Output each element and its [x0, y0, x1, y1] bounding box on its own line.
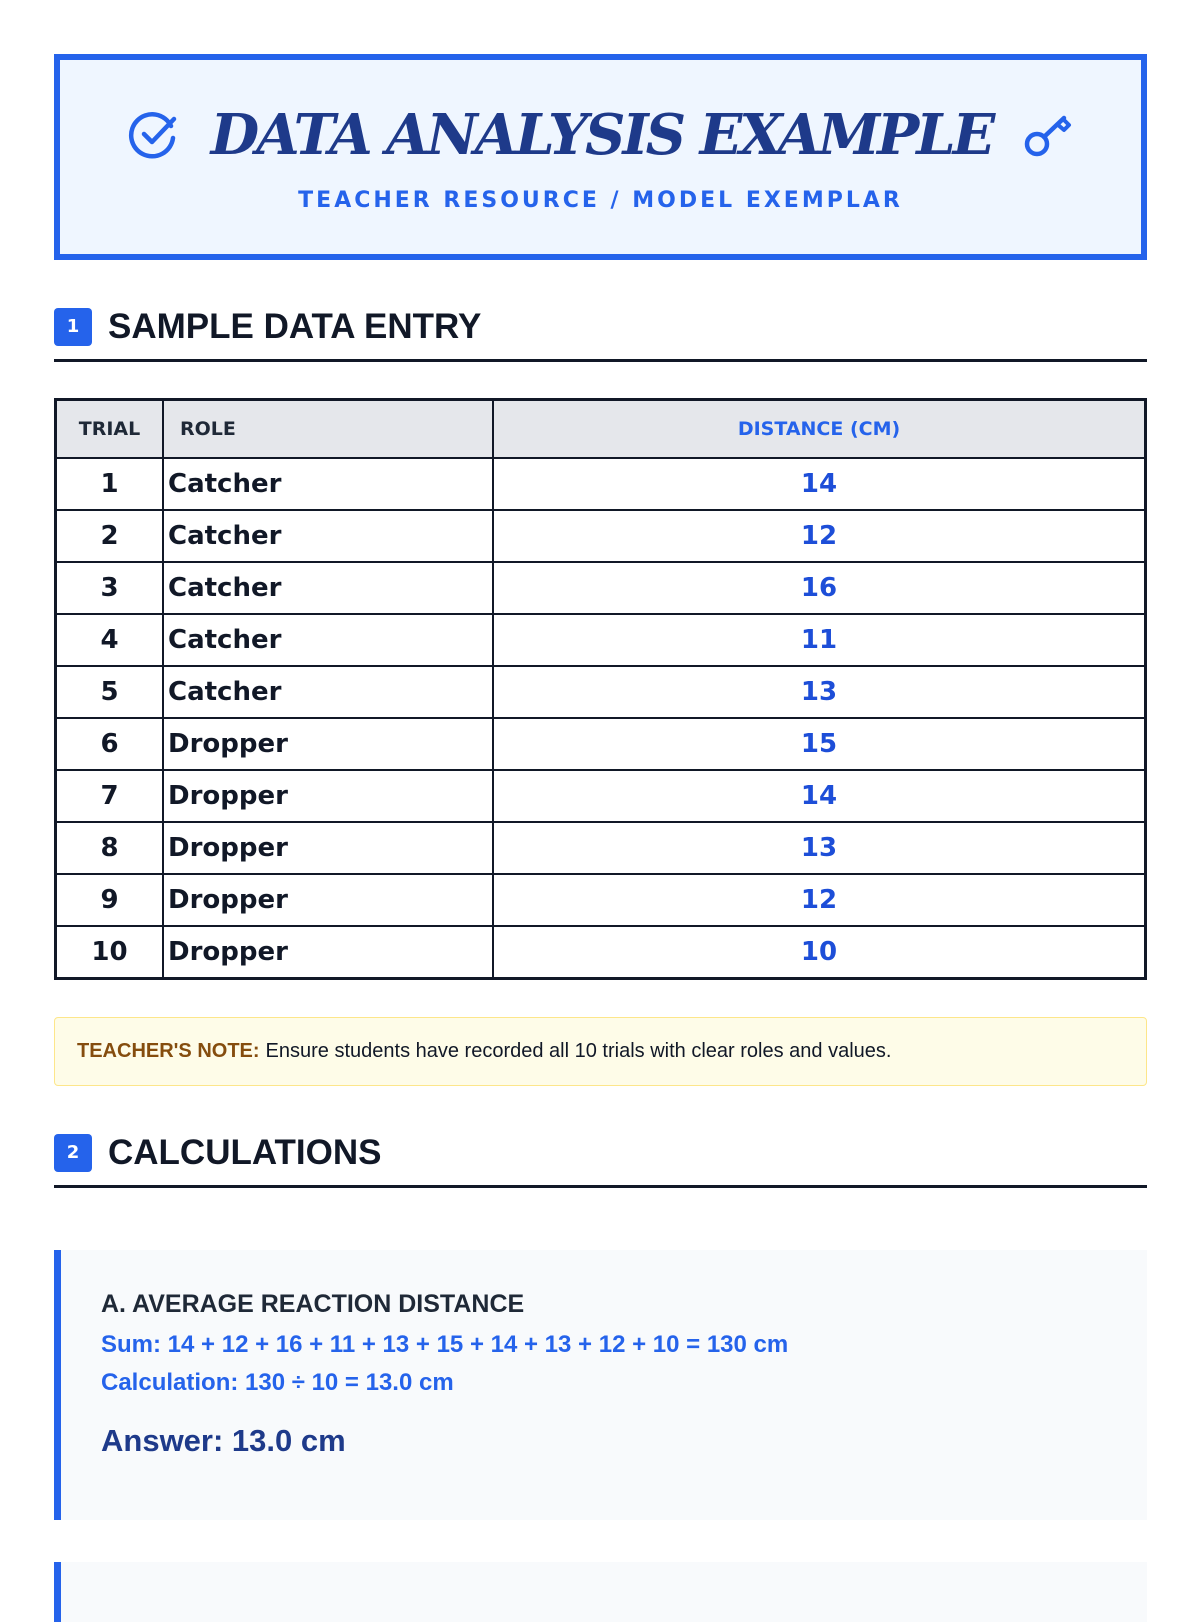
distance-cell: 16	[493, 562, 1146, 614]
trial-cell: 7	[56, 770, 164, 822]
distance-cell: 15	[493, 718, 1146, 770]
trial-cell: 10	[56, 926, 164, 979]
teacher-note-label: TEACHER'S NOTE:	[77, 1040, 260, 1062]
distance-cell: 12	[493, 510, 1146, 562]
section-heading-calculations	[54, 1126, 1147, 1188]
calculation-title: A. AVERAGE REACTION DISTANCE	[101, 1290, 525, 1318]
role-cell: Dropper	[163, 770, 493, 822]
table-row	[56, 874, 1146, 926]
distance-cell: 14	[493, 770, 1146, 822]
calculation-card-next	[54, 1562, 1147, 1622]
distance-cell: 13	[493, 822, 1146, 874]
role-cell: Dropper	[163, 874, 493, 926]
section-number-badge: 2	[54, 1134, 92, 1172]
calculation-answer: Answer: 13.0 cm	[101, 1423, 346, 1458]
data-table	[54, 398, 1147, 980]
section-heading-data-entry	[54, 300, 1147, 362]
section-title: CALCULATIONS	[108, 1132, 382, 1172]
table-row	[56, 926, 1146, 979]
role-cell: Catcher	[163, 562, 493, 614]
distance-cell: 12	[493, 874, 1146, 926]
trial-cell: 3	[56, 562, 164, 614]
section-number-badge: 1	[54, 308, 92, 346]
column-header-role: ROLE	[163, 400, 493, 459]
calculation-card-average	[54, 1250, 1147, 1520]
key-icon	[1022, 109, 1074, 161]
column-header-trial: TRIAL	[56, 400, 164, 459]
table-row	[56, 718, 1146, 770]
table-row	[56, 770, 1146, 822]
calculation-division: Calculation: 130 ÷ 10 = 13.0 cm	[101, 1369, 454, 1396]
role-cell: Dropper	[163, 822, 493, 874]
section-title: SAMPLE DATA ENTRY	[108, 306, 482, 346]
role-cell: Catcher	[163, 614, 493, 666]
trial-cell: 1	[56, 458, 164, 510]
trial-cell: 8	[56, 822, 164, 874]
teacher-note-text: Ensure students have recorded all 10 trials with clear roles and values.	[265, 1040, 892, 1062]
distance-cell: 11	[493, 614, 1146, 666]
distance-cell: 10	[493, 926, 1146, 979]
role-cell: Catcher	[163, 666, 493, 718]
trial-cell: 2	[56, 510, 164, 562]
role-cell: Dropper	[163, 718, 493, 770]
check-circle-icon	[127, 108, 181, 162]
role-cell: Catcher	[163, 510, 493, 562]
worksheet-page	[54, 54, 1147, 1458]
distance-cell: 14	[493, 458, 1146, 510]
page-subtitle: TEACHER RESOURCE / MODEL EXEMPLAR	[298, 188, 903, 213]
calculation-sum: Sum: 14 + 12 + 16 + 11 + 13 + 15 + 14 + 13 + 12 + 10 = 130 cm	[101, 1331, 789, 1358]
trial-cell: 4	[56, 614, 164, 666]
table-row	[56, 822, 1146, 874]
teacher-note	[54, 1017, 1147, 1086]
page-title: DATA ANALYSIS EXAMPLE	[210, 102, 993, 168]
role-cell: Catcher	[163, 458, 493, 510]
table-row	[56, 614, 1146, 666]
table-row	[56, 666, 1146, 718]
table-header-row	[56, 400, 1146, 459]
table-row	[56, 562, 1146, 614]
role-cell: Dropper	[163, 926, 493, 979]
table-row	[56, 510, 1146, 562]
table-row	[56, 458, 1146, 510]
title-row	[60, 100, 1141, 170]
trial-cell: 5	[56, 666, 164, 718]
distance-cell: 13	[493, 666, 1146, 718]
trial-cell: 9	[56, 874, 164, 926]
column-header-distance: DISTANCE (CM)	[493, 400, 1146, 459]
trial-cell: 6	[56, 718, 164, 770]
header-box	[54, 54, 1147, 260]
